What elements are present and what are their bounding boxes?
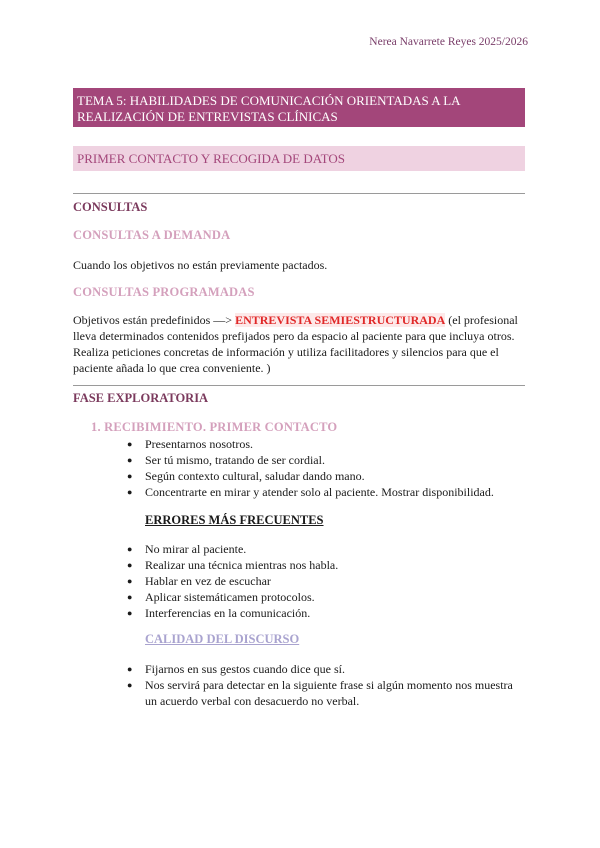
list-item: ● Nos servirá para detectar en la siguiente frase si algún momento nos muestra un acuerdo verbal con desacuerdo no verbal. — [127, 677, 513, 709]
list-item: ● Hablar en vez de escuchar — [127, 573, 527, 589]
errores-list — [127, 541, 527, 621]
topic-title-banner: TEMA 5: HABILIDADES DE COMUNICACIÓN ORIENTADAS A LA REALIZACIÓN DE ENTREVISTAS CLÍNICAS — [73, 88, 525, 127]
list-item: ● Realizar una técnica mientras nos habla. — [127, 557, 527, 573]
consultas-demanda-text: Cuando los objetivos no están previamente pactados. — [73, 258, 328, 272]
errores-heading: ERRORES MÁS FRECUENTES — [145, 513, 324, 527]
divider — [73, 385, 525, 386]
consultas-demanda-heading: CONSULTAS A DEMANDA — [73, 228, 231, 242]
text-after: (el profesional lleva determinados contenidos prefijados pero da espacio al paciente para que incluya otros. Realiza peticiones concretas de información y utiliza facilitadores y silencios para que el paciente añada lo que crea conveniente. ) — [73, 313, 518, 375]
list-item: ● No mirar al paciente. — [127, 541, 527, 557]
divider — [73, 193, 525, 194]
calidad-list — [127, 661, 527, 709]
consultas-heading: CONSULTAS — [73, 200, 148, 214]
list-item: ● Aplicar sistemáticamen protocolos. — [127, 589, 527, 605]
recibimiento-heading: 1. RECIBIMIENTO. PRIMER CONTACTO — [91, 420, 338, 434]
list-item: ● Concentrarte en mirar y atender solo al paciente. Mostrar disponibilidad. — [127, 484, 527, 500]
recibimiento-list — [127, 436, 527, 500]
list-item: ● Interferencias en la comunicación. — [127, 605, 527, 621]
calidad-discurso-heading: CALIDAD DEL DISCURSO — [145, 632, 300, 646]
highlight-entrevista-semiestructurada: ENTREVISTA SEMIESTRUCTURADA — [235, 313, 446, 327]
list-item: ● Según contexto cultural, saludar dando mano. — [127, 468, 527, 484]
consultas-programadas-text — [73, 312, 533, 376]
fase-exploratoria-heading: FASE EXPLORATORIA — [73, 391, 209, 405]
list-item: ● Presentarnos nosotros. — [127, 436, 527, 452]
text-before: Objetivos están predefinidos —> — [73, 313, 236, 327]
section-subtitle-banner: PRIMER CONTACTO Y RECOGIDA DE DATOS — [73, 146, 525, 171]
list-item: ● Ser tú mismo, tratando de ser cordial. — [127, 452, 527, 468]
consultas-programadas-heading: CONSULTAS PROGRAMADAS — [73, 285, 255, 299]
list-item: ● Fijarnos en sus gestos cuando dice que sí. — [127, 661, 527, 677]
document-author: Nerea Navarrete Reyes 2025/2026 — [369, 36, 528, 48]
